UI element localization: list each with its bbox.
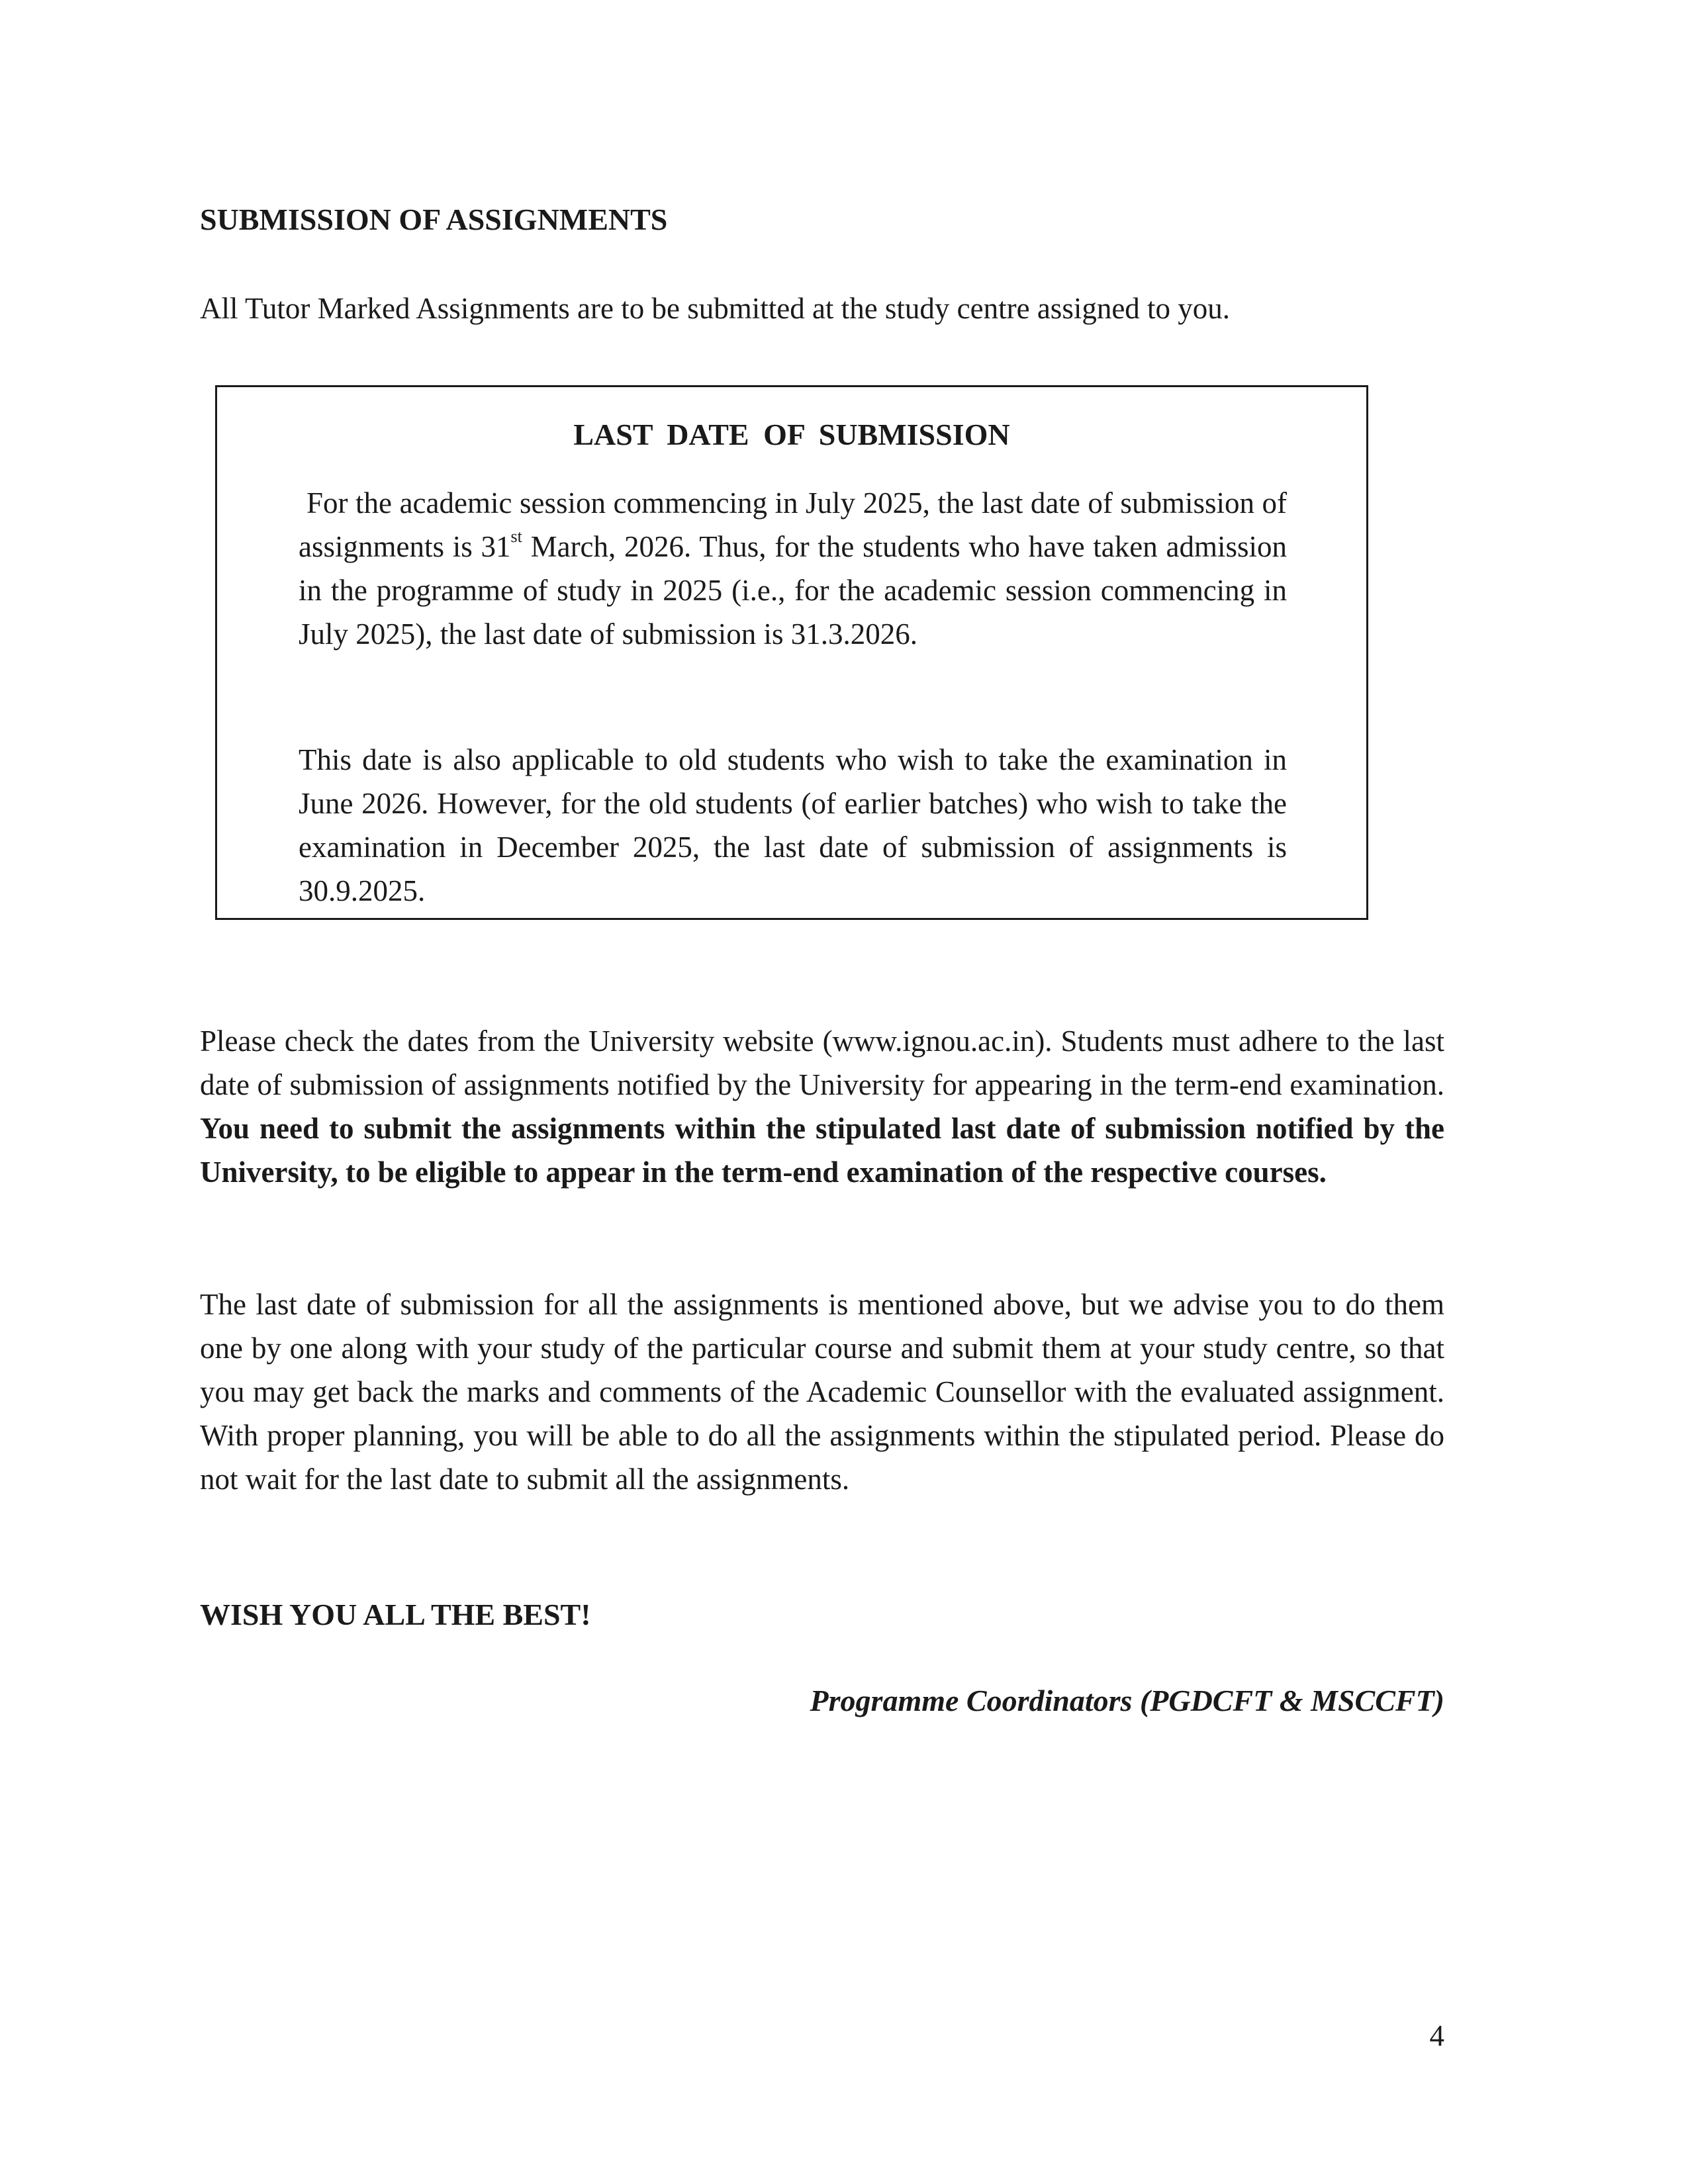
- notice-paragraph-1-end: March, 2026. Thus, for the students who have taken admission in the programme of study in 2025 (i.e., for the academic session commencing in July 2025), the last date of submission is 31.3.2026.: [299, 530, 1287, 651]
- body-paragraph-2: The last date of submission for all the assignments is mentioned above, but we advise you to do them one by one along with your study of the particular course and submit them at your study centre, so that you may get back the marks and comments of the Academic Counsellor with the evaluated assignment. With proper planning, you will be able to do all the assignments within the stipulated period. Please do not wait for the last date to submit all the assignments.: [200, 1288, 1444, 1496]
- body-paragraph-1: [200, 1019, 1444, 1194]
- body-paragraph-1-text: Please check the dates from the University website (www.ignou.ac.in). Students must adhere to the last date of submission of assignments notified by the University for appearing in the term-end examination.: [200, 1024, 1444, 1101]
- notice-box-title: LAST DATE OF SUBMISSION: [573, 418, 1010, 451]
- notice-paragraph-1-start: For the academic session commencing in July 2025, the last date of submission of assignments is 31: [299, 486, 1287, 563]
- notice-paragraph-1: [299, 481, 1287, 656]
- last-date-notice-box: [215, 385, 1368, 920]
- closing-wish: WISH YOU ALL THE BEST!: [200, 1598, 591, 1631]
- signature: Programme Coordinators (PGDCFT & MSCCFT): [810, 1684, 1444, 1717]
- page-heading: SUBMISSION OF ASSIGNMENTS: [200, 203, 668, 236]
- notice-paragraph-2: This date is also applicable to old students who wish to take the examination in June 2026. However, for the old students (of earlier batches) who wish to take the examination in December 2025, the last date of submission of assignments is 30.9.2025.: [299, 743, 1287, 907]
- body-paragraph-1-emphasis: You need to submit the assignments within the stipulated last date of submission notified by the University, to be eligible to appear in the term-end examination of the respective courses.: [200, 1112, 1444, 1189]
- intro-text: All Tutor Marked Assignments are to be submitted at the study centre assigned to you.: [200, 292, 1231, 325]
- ordinal-suffix: st: [510, 527, 522, 546]
- page-number: 4: [1429, 2019, 1444, 2052]
